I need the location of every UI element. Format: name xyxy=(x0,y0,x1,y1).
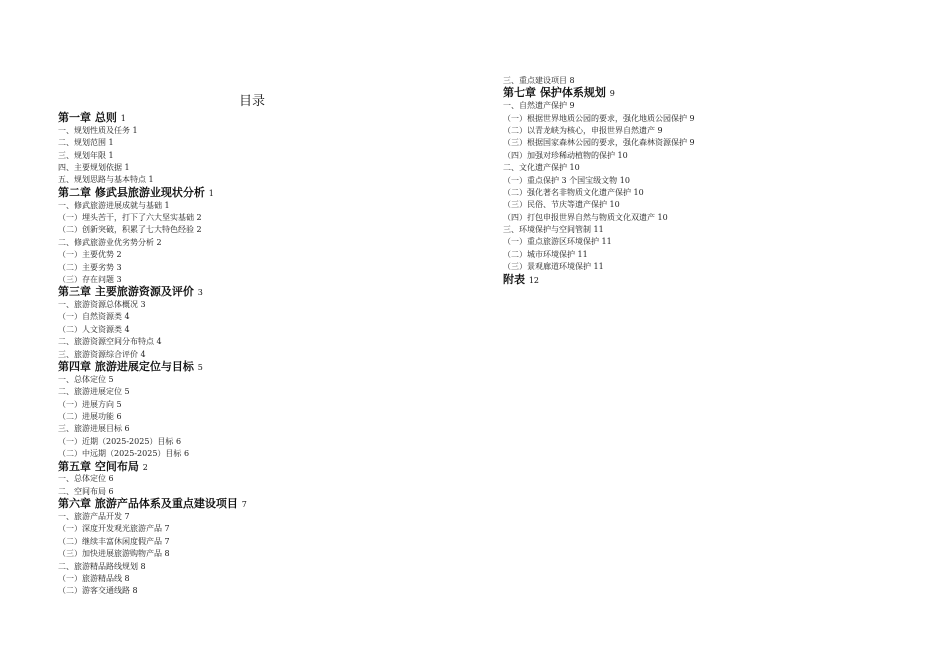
toc-entry-text: （四）打包申报世界自然与物质文化双遗产 xyxy=(503,212,655,222)
toc-page-number: 5 xyxy=(108,374,114,384)
toc-entry-text: 一、自然遗产保护 xyxy=(503,101,567,111)
toc-page-number: 1 xyxy=(208,188,214,198)
toc-page-number: 4 xyxy=(124,312,130,322)
toc-page-number: 6 xyxy=(116,412,122,421)
toc-section-entry[interactable] xyxy=(503,100,923,112)
toc-page-number: 7 xyxy=(124,511,130,521)
toc-section-entry[interactable] xyxy=(58,386,478,398)
toc-section-entry[interactable] xyxy=(58,212,478,224)
toc-entry-text: 第六章 旅游产品体系及重点建设项目 xyxy=(58,497,238,511)
toc-entry-text: （二）进展功能 xyxy=(58,412,114,421)
toc-section-entry[interactable] xyxy=(58,436,478,448)
toc-page-number: 4 xyxy=(124,324,130,334)
toc-page-number: 10 xyxy=(569,163,580,173)
toc-page-number: 1 xyxy=(148,175,154,185)
toc-page-number: 11 xyxy=(593,262,604,272)
toc-page-number: 9 xyxy=(609,89,615,99)
toc-section-entry[interactable] xyxy=(58,511,478,523)
toc-chapter-entry[interactable] xyxy=(503,274,923,287)
toc-page-number: 1 xyxy=(164,200,170,210)
toc-page-number: 9 xyxy=(689,113,695,123)
toc-page-number: 7 xyxy=(164,524,170,534)
toc-page-number: 10 xyxy=(617,150,628,160)
toc-title: 目录 xyxy=(239,94,266,109)
toc-page-number: 2 xyxy=(116,250,122,260)
toc-page-number: 4 xyxy=(156,337,162,347)
toc-section-entry[interactable] xyxy=(58,137,478,149)
toc-section-entry[interactable] xyxy=(58,249,478,261)
toc-section-entry[interactable] xyxy=(58,423,478,435)
toc-entry-text: （二）中远期（2025-2025）目标 xyxy=(58,449,182,459)
toc-section-entry[interactable] xyxy=(503,137,923,149)
toc-section-entry[interactable] xyxy=(503,199,923,211)
toc-section-entry[interactable] xyxy=(58,473,478,485)
toc-entry-text: （二）城市环境保护 xyxy=(503,249,575,259)
toc-chapter-entry[interactable] xyxy=(58,286,478,299)
toc-page-number: 4 xyxy=(140,349,146,359)
toc-section-entry[interactable] xyxy=(58,374,478,386)
toc-entry-text: （一）旅游精品线 xyxy=(58,573,122,583)
toc-right-column xyxy=(503,75,923,286)
toc-entry-text: （一）主要优势 xyxy=(58,250,114,260)
toc-entry-text: （一）重点保护 3 个国宝级文物 xyxy=(503,175,618,185)
toc-page-number: 6 xyxy=(124,424,130,434)
toc-entry-text: （二）创新突破，积累了七大特色经验 xyxy=(58,225,194,235)
toc-page-number: 1 xyxy=(124,162,130,172)
toc-entry-text: （四）加强对珍稀动植物的保护 xyxy=(503,150,615,160)
toc-section-entry[interactable] xyxy=(58,411,478,423)
toc-section-entry[interactable] xyxy=(58,311,478,323)
toc-entry-text: 三、旅游进展目标 xyxy=(58,424,122,434)
toc-section-entry[interactable] xyxy=(58,585,478,597)
toc-entry-text: 一、旅游资源总体概况 xyxy=(58,300,138,310)
toc-page-number: 2 xyxy=(196,212,202,222)
toc-entry-text: （二）主要劣势 xyxy=(58,262,114,272)
toc-section-entry[interactable] xyxy=(58,324,478,336)
toc-page-number: 9 xyxy=(569,101,575,111)
toc-entry-text: （二）继续丰富休闲度假产品 xyxy=(58,536,162,546)
toc-section-entry[interactable] xyxy=(503,212,923,224)
toc-page-number: 11 xyxy=(601,237,612,247)
toc-entry-text: 第五章 空间布局 xyxy=(58,459,139,473)
toc-page-number: 2 xyxy=(196,225,202,235)
toc-entry-text: （三）景观廊道环境保护 xyxy=(503,262,591,272)
toc-chapter-entry[interactable] xyxy=(58,361,478,374)
toc-entry-text: 一、旅游产品开发 xyxy=(58,511,122,521)
toc-page-number: 3 xyxy=(140,300,146,310)
toc-section-entry[interactable] xyxy=(503,249,923,261)
toc-page-number: 9 xyxy=(689,138,695,148)
toc-page-number: 8 xyxy=(124,573,130,583)
toc-entry-text: （一）埋头苦干，打下了六大坚实基础 xyxy=(58,212,194,222)
toc-section-entry[interactable] xyxy=(58,573,478,585)
toc-page-number: 7 xyxy=(241,500,247,510)
toc-page-number: 2 xyxy=(156,237,162,247)
toc-entry-text: 第四章 旅游进展定位与目标 xyxy=(58,360,194,374)
toc-page-number: 10 xyxy=(633,187,644,197)
toc-entry-text: （一）重点旅游区环境保护 xyxy=(503,237,599,247)
toc-entry-text: （二）人文资源类 xyxy=(58,324,122,334)
toc-section-entry[interactable] xyxy=(58,548,478,560)
toc-entry-text: （一）根据世界地质公园的要求，强化地质公园保护 xyxy=(503,113,687,123)
toc-entry-text: 一、规划性质及任务 xyxy=(58,125,130,135)
toc-page-number: 6 xyxy=(108,486,114,496)
toc-entry-text: 二、空间布局 xyxy=(58,486,106,496)
toc-section-entry[interactable] xyxy=(58,336,478,348)
toc-page-number: 8 xyxy=(132,586,138,596)
toc-entry-text: 二、修武旅游业优劣势分析 xyxy=(58,237,154,247)
toc-chapter-entry[interactable] xyxy=(58,498,478,511)
toc-entry-text: （二）游客交通线路 xyxy=(58,586,130,596)
toc-entry-text: 附表 xyxy=(503,272,525,286)
toc-entry-text: 二、旅游精品路线规划 xyxy=(58,561,138,571)
toc-page-number: 6 xyxy=(175,436,182,446)
toc-chapter-entry[interactable] xyxy=(58,461,478,474)
toc-page-number: 5 xyxy=(116,399,122,409)
toc-entry-text: 三、旅游资源综合评价 xyxy=(58,349,138,359)
toc-page-number: 12 xyxy=(528,275,540,285)
toc-entry-text: 第二章 修武县旅游业现状分析 xyxy=(58,185,205,199)
toc-page-number: 9 xyxy=(657,125,663,135)
toc-section-entry[interactable] xyxy=(58,299,478,311)
toc-page-number: 1 xyxy=(132,125,138,135)
toc-chapter-entry[interactable] xyxy=(503,87,923,100)
toc-section-entry[interactable] xyxy=(58,561,478,573)
toc-entry-text: 三、环境保护与空间管制 xyxy=(503,225,591,235)
toc-page-number: 8 xyxy=(140,561,146,571)
toc-page-number: 10 xyxy=(657,212,668,222)
toc-page-number: 1 xyxy=(120,114,126,123)
toc-entry-text: 二、旅游资源空间分布特点 xyxy=(58,337,154,347)
toc-page-number: 8 xyxy=(164,549,170,559)
toc-page-number: 11 xyxy=(593,225,604,235)
toc-section-entry[interactable] xyxy=(503,162,923,174)
toc-page-number: 2 xyxy=(142,462,148,472)
toc-entry-text: （三）存在问题 xyxy=(58,274,114,284)
toc-entry-text: 一、总体定位 xyxy=(58,374,106,384)
toc-section-entry[interactable] xyxy=(503,261,923,273)
toc-entry-text: 三、规划年限 xyxy=(58,150,106,160)
toc-section-entry[interactable] xyxy=(503,113,923,125)
toc-entry-text: （一）自然资源类 xyxy=(58,312,122,322)
toc-section-entry[interactable] xyxy=(58,237,478,249)
toc-section-entry[interactable] xyxy=(58,162,478,174)
toc-entry-text: （三）加快进展旅游购物产品 xyxy=(58,549,162,559)
toc-entry-text: （一）深度开发观光旅游产品 xyxy=(58,524,162,534)
toc-entry-text: （三）民俗、节庆等遗产保护 xyxy=(503,200,607,210)
toc-entry-text: 三、重点建设项目 xyxy=(503,76,567,85)
toc-page-number: 10 xyxy=(619,175,630,185)
toc-entry-text: 二、旅游进展定位 xyxy=(58,387,122,397)
toc-page-number: 5 xyxy=(124,387,130,397)
toc-page-number: 3 xyxy=(197,288,203,298)
toc-page-number: 1 xyxy=(108,150,114,160)
toc-entry-text: 第三章 主要旅游资源及评价 xyxy=(58,285,194,299)
toc-section-entry[interactable] xyxy=(503,175,923,187)
toc-section-entry[interactable] xyxy=(503,150,923,162)
toc-entry-text: 五、规划思路与基本特点 xyxy=(58,175,146,185)
toc-page-number: 8 xyxy=(569,76,575,85)
toc-page-number: 7 xyxy=(164,536,170,546)
toc-page-number: 1 xyxy=(108,138,114,148)
toc-entry-text: 二、规划范围 xyxy=(58,138,106,148)
toc-entry-text: 第一章 总则 xyxy=(58,111,117,124)
toc-entry-text: （一）近期（2025-2025）目标 xyxy=(58,436,174,446)
toc-entry-text: （二）以青龙峡为核心，申报世界自然遗产 xyxy=(503,125,655,135)
toc-section-entry[interactable] xyxy=(58,200,478,212)
toc-entry-text: 第七章 保护体系规划 xyxy=(503,86,606,100)
toc-entry-text: （二）强化著名非物质文化遗产保护 xyxy=(503,187,631,197)
toc-left-column xyxy=(58,112,478,598)
toc-entry-text: （三）根据国家森林公园的要求，强化森林资源保护 xyxy=(503,138,687,148)
toc-entry-text: 一、总体定位 xyxy=(58,474,106,484)
toc-entry-text: 一、修武旅游进展成就与基础 xyxy=(58,200,162,210)
toc-page-number: 6 xyxy=(183,449,190,459)
toc-section-entry[interactable] xyxy=(503,236,923,248)
toc-page-number: 10 xyxy=(609,200,620,210)
toc-section-entry[interactable] xyxy=(503,224,923,236)
toc-entry-text: 四、主要规划依据 xyxy=(58,162,122,172)
toc-page-number: 5 xyxy=(197,363,203,373)
toc-section-entry[interactable] xyxy=(58,523,478,535)
toc-section-entry[interactable] xyxy=(58,150,478,162)
toc-entry-text: 二、文化遗产保护 xyxy=(503,163,567,173)
toc-section-entry[interactable] xyxy=(503,125,923,137)
toc-page-number: 11 xyxy=(577,249,588,259)
toc-section-entry[interactable] xyxy=(58,399,478,411)
toc-page-number: 3 xyxy=(116,262,122,272)
toc-chapter-entry[interactable] xyxy=(58,112,478,125)
toc-entry-text: （一）进展方向 xyxy=(58,399,114,409)
toc-section-entry[interactable] xyxy=(503,187,923,199)
toc-section-entry[interactable] xyxy=(58,125,478,137)
toc-page-number: 6 xyxy=(108,474,114,484)
toc-section-entry[interactable] xyxy=(58,536,478,548)
toc-section-entry[interactable] xyxy=(58,224,478,236)
toc-page-number: 3 xyxy=(116,274,122,284)
toc-chapter-entry[interactable] xyxy=(58,187,478,200)
toc-section-entry[interactable] xyxy=(58,262,478,274)
